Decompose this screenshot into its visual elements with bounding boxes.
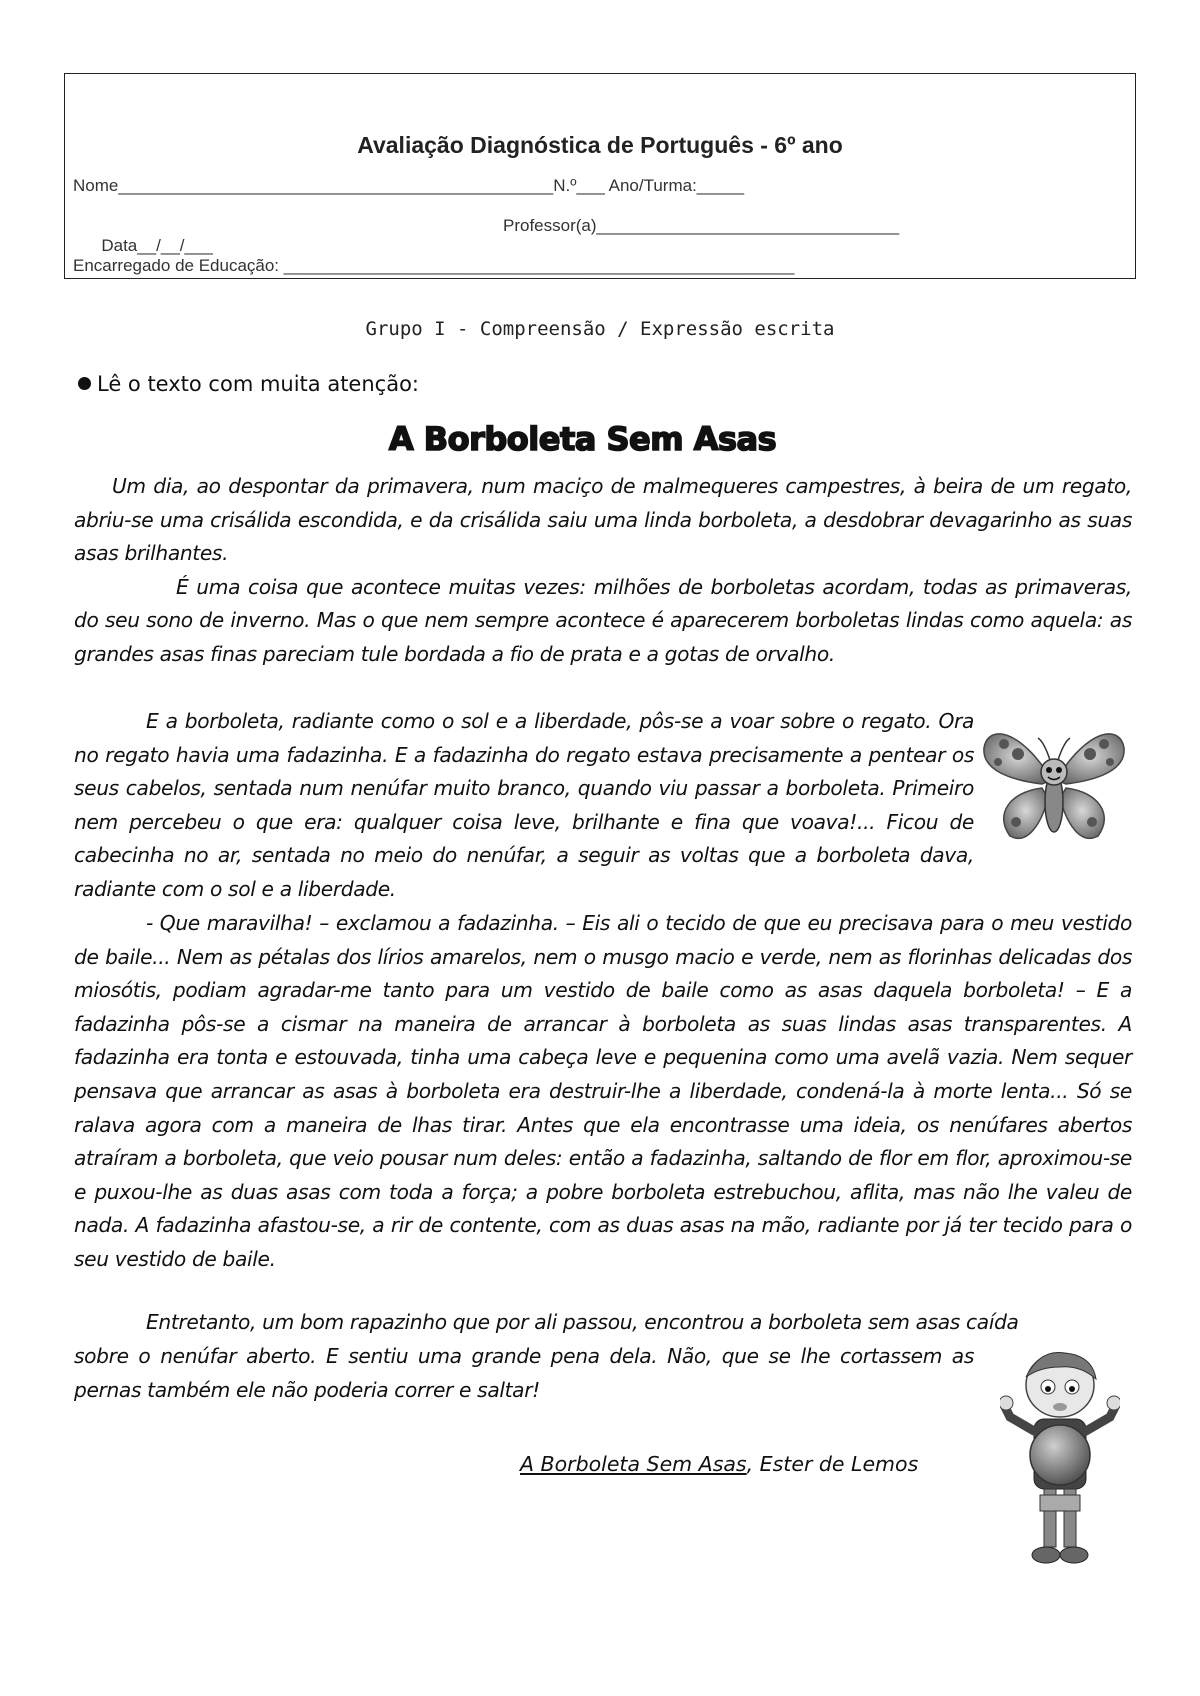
story-paragraph: Entretanto, um bom rapazinho que por ali passou, encontrou a borboleta sem asas caída xyxy=(146,1310,1019,1334)
story-paragraph: É uma coisa que acontece muitas vezes: milhões de borboletas acordam, todas as primaveras, do seu sono de inverno. Mas o que nem sempre acontece é aparecerem borboletas lindas como aquela: as grandes asas finas pareciam tule bordada a fio de prata e a gotas de orvalho. xyxy=(74,574,1132,666)
source-work-title: A Borboleta Sem Asas xyxy=(520,1452,747,1476)
name-line: Nome______________________________________________N.º___ Ano/Turma:_____ xyxy=(73,176,745,195)
story-paragraph-boy xyxy=(74,1340,974,1407)
assessment-title: Avaliação Diagnóstica de Português - 6º ano xyxy=(357,132,843,158)
story-paragraph: E a borboleta, radiante como o sol e a liberdade, pôs-se a voar sobre o regato. Ora no regato havia uma fadazinha. E a fadazinha do regato estava precisamente a pentear os seus cabelos, sentada num nenúfar muito branco, quando viu passar a borboleta. Primeiro nem percebeu o que era: qualquer coisa leve, brilhante e fina que voava!... Ficou de cabecinha no ar, sentada no meio do nenúfar, a seguir as voltas que a borboleta dava, radiante com o sol e a liberdade. xyxy=(74,709,974,901)
story-title: A Borboleta Sem Asas xyxy=(388,420,777,458)
butterfly-clipart-icon xyxy=(980,718,1128,848)
story-paragraph: sobre o nenúfar aberto. E sentiu uma grande pena dela. Não, que se lhe cortassem as pernas também ele não poderia correr e saltar! xyxy=(74,1344,974,1402)
source-author: , Ester de Lemos xyxy=(746,1452,919,1476)
source-citation xyxy=(520,1452,918,1476)
instruction-text: Lê o texto com muita atenção: xyxy=(97,372,419,396)
instruction xyxy=(78,372,419,396)
story-paragraph-boy-first-line xyxy=(74,1306,1132,1340)
date-line: Data__/__/___ xyxy=(101,236,213,255)
header-box xyxy=(64,73,1136,279)
teacher-line: Professor(a)________________________________ xyxy=(503,216,900,235)
story-paragraphs-top xyxy=(74,470,1132,672)
story-paragraph: - Que maravilha! – exclamou a fadazinha. – Eis ali o tecido de que eu precisava para o meu vestido de baile... Nem as pétalas dos lírios amarelos, nem o musgo macio e verde, nem as florinhas delicadas dos miosótis, podiam agradar-me tanto para um vestido de baile como as asas daquela borboleta! – E a fadazinha pôs-se a cismar na maneira de arrancar à borboleta as suas lindas asas transparentes. A fadazinha era tonta e estouvada, tinha uma cabeça leve e pequenina como uma avelã vazia. Nem sequer pensava que arrancar as asas à borboleta era destruir-lhe a liberdade, condená-la à morte lenta... Só se ralava agora com a maneira de lhas tirar. Antes que ela encontrasse uma ideia, os nenúfares abertos atraíram a borboleta, que veio pousar num deles: então a fadazinha, saltando de flor em flor, aproximou-se e puxou-lhe as duas asas com toda a força; a pobre borboleta estrebuchou, aflita, mas não lhe valeu de nada. A fadazinha afastou-se, a rir de contente, com as duas asas na mão, radiante por já ter tecido para o seu vestido de baile. xyxy=(74,911,1132,1271)
story-paragraph-butterfly xyxy=(74,705,974,907)
boy-with-ball-clipart-icon xyxy=(1000,1345,1120,1570)
story-paragraph-dialogue xyxy=(74,907,1132,1277)
story-paragraph: Um dia, ao despontar da primavera, num maciço de malmequeres campestres, à beira de um regato, abriu-se uma crisálida escondida, e da crisálida saiu uma linda borboleta, a desdobrar devagarinho as suas asas brilhantes. xyxy=(74,474,1132,566)
guardian-line: Encarregado de Educação: ______________________________________________________ xyxy=(73,256,795,275)
bullet-icon xyxy=(78,377,91,390)
group-title: Grupo I - Compreensão / Expressão escrita xyxy=(365,318,835,340)
